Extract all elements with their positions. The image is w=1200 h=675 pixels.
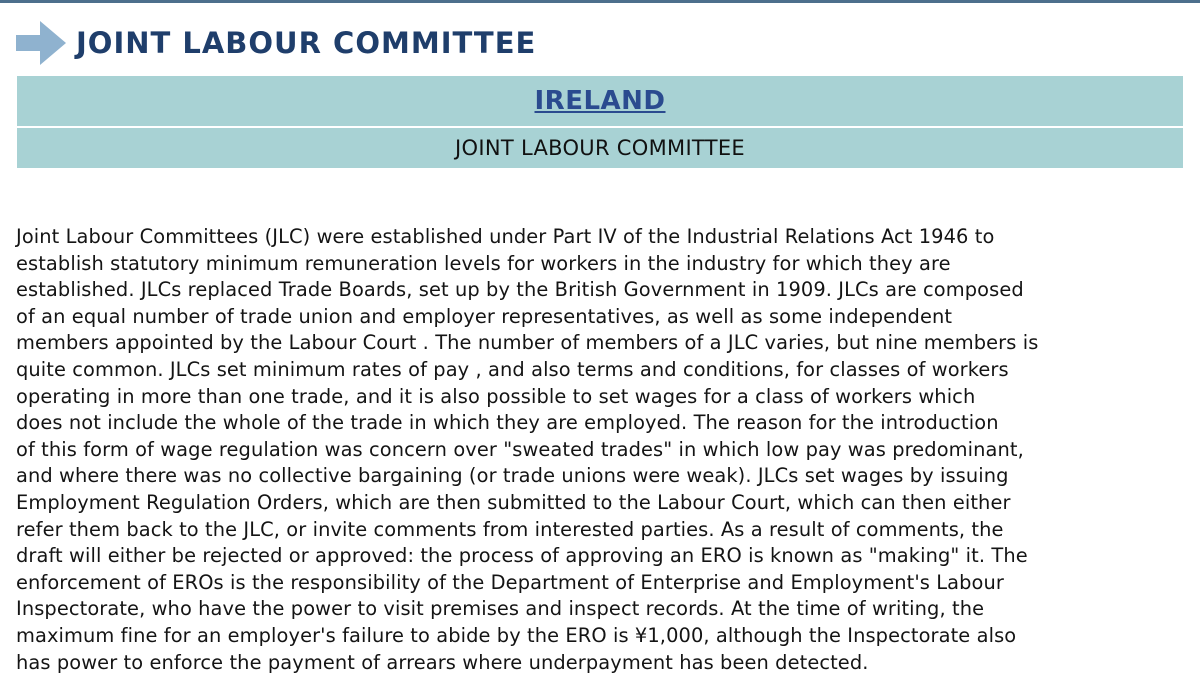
article-line: enforcement of EROs is the responsibility of the Department of Enterprise and Employment's Labour bbox=[16, 570, 1004, 594]
article-line: maximum fine for an employer's failure to abide by the ERO is ¥1,000, although the Inspectorate also bbox=[16, 623, 1017, 647]
article-line: has power to enforce the payment of arrears where underpayment has been detected. bbox=[16, 650, 869, 674]
article-line: established. JLCs replaced Trade Boards, set up by the British Government in 1909. JLCs are composed bbox=[16, 278, 1024, 302]
country-header-table bbox=[17, 76, 1183, 168]
subtitle-row: JOINT LABOUR COMMITTEE bbox=[455, 136, 745, 160]
article-line: of this form of wage regulation was concern over "sweated trades" in which low pay was predominant, bbox=[16, 437, 1024, 461]
article-line: members appointed by the Labour Court . The number of members of a JLC varies, but nine members is bbox=[16, 331, 1039, 355]
article-line: Joint Labour Committees (JLC) were established under Part IV of the Industrial Relations Act 1946 to bbox=[16, 225, 995, 248]
page-heading bbox=[16, 18, 536, 68]
article-line: establish statutory minimum remuneration levels for workers in the industry for which they are bbox=[16, 251, 951, 275]
article-body bbox=[16, 224, 1184, 675]
article-line: and where there was no collective bargaining (or trade unions were weak). JLCs set wages by issuing bbox=[16, 464, 1009, 488]
article-line: Inspectorate, who have the power to visit premises and inspect records. At the time of writing, the bbox=[16, 597, 985, 621]
article-line: refer them back to the JLC, or invite comments from interested parties. As a result of comments, the bbox=[16, 517, 1004, 541]
article-line: quite common. JLCs set minimum rates of pay , and also terms and conditions, for classes of workers bbox=[16, 357, 1009, 381]
article-line: operating in more than one trade, and it is also possible to set wages for a class of workers which bbox=[16, 384, 976, 408]
page-title: JOINT LABOUR COMMITTEE bbox=[76, 26, 537, 60]
right-arrow-icon bbox=[16, 18, 68, 68]
article-line: draft will either be rejected or approved: the process of approving an ERO is known as "making" it. The bbox=[16, 544, 1028, 568]
country-row bbox=[17, 76, 1183, 126]
article-line: Employment Regulation Orders, which are then submitted to the Labour Court, which can then either bbox=[16, 490, 1011, 514]
article-line: of an equal number of trade union and employer representatives, as well as some independent bbox=[16, 304, 953, 328]
article-line: does not include the whole of the trade in which they are employed. The reason for the introduction bbox=[16, 411, 999, 435]
country-link[interactable]: IRELAND bbox=[534, 86, 666, 116]
top-border bbox=[0, 0, 1200, 3]
